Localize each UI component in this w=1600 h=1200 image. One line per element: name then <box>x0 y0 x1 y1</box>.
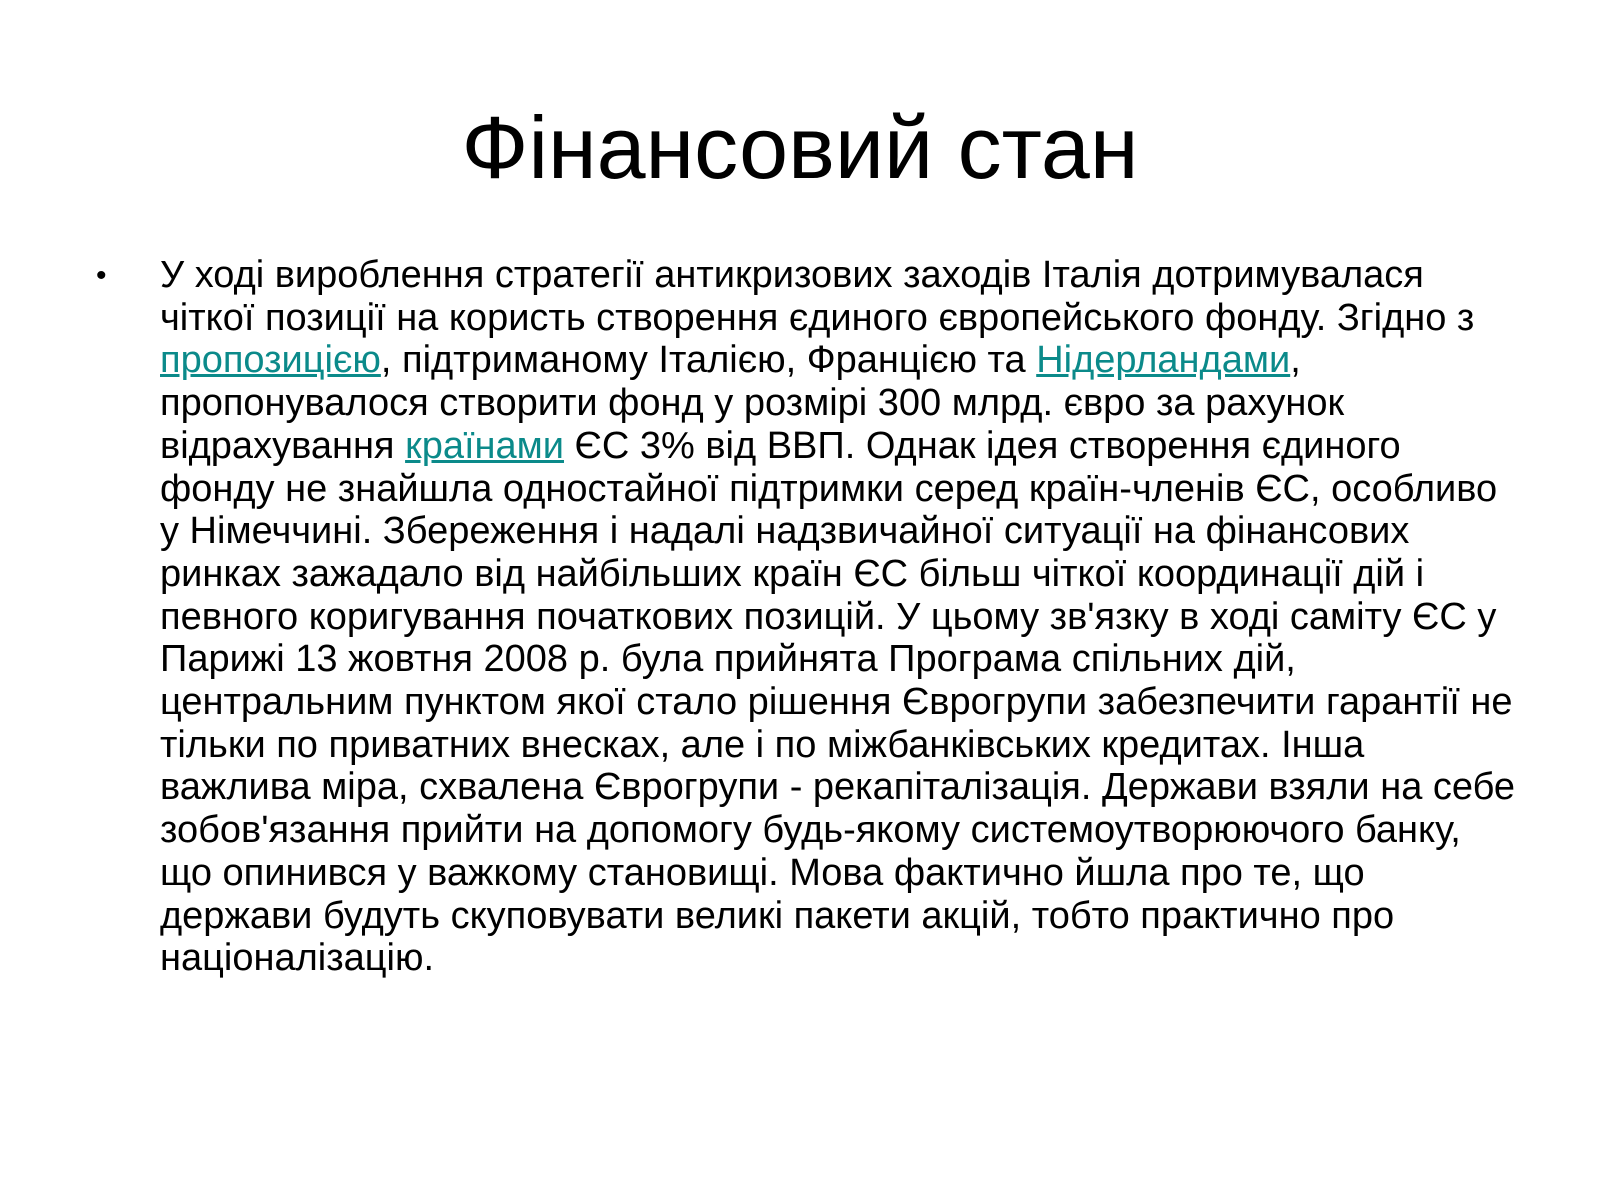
paragraph-text-5: ЄС 3% від ВВП. Однак ідея створення єдиного фонду не знайшла одностайної підтримки серед країн-членів ЄС, особливо у Німеччині. Збереження і надалі надзвичайної ситуації на фінансових ринках зажадало від найбільших країн ЄС більш чіткої координації дій і певного коригування початкових позицій. У цьому зв'язку в ході саміту ЄС у Парижі 13 жовтня 2008 р. була прийнята Програма спільних дій, центральним пунктом якої стало рішення Єврогрупи забезпечити гарантії не тільки по приватних внесках, але і по міжбанківських кредитах. Інша важлива міра, схвалена Єврогрупи - рекапіталізація. Держави взяли на себе зобов'язання прийти на допомогу будь-якому системоутворюючого банку, що опинився у важкому становищі. Мова фактично йшла про те, що держави будуть скуповувати великі пакети акцій, тобто практично про націоналізацію. <box>160 424 1516 980</box>
link-netherlands[interactable]: Нідерландами <box>1036 339 1291 382</box>
link-proposal[interactable]: пропозицією <box>160 339 381 382</box>
slide-title: Фінансовий стан <box>461 98 1139 197</box>
paragraph-text-2: , підтриманому Італією, Францією та <box>380 339 1037 382</box>
paragraph-text-1: У ході вироблення стратегії антикризових заходів Італія дотримувалася чіткої позиції на користь створення єдиного європейського фонду. Згідно з <box>160 254 1475 339</box>
bullet-paragraph <box>160 254 1516 980</box>
bullet-icon: • <box>96 259 107 292</box>
link-countries[interactable]: країнами <box>405 424 564 467</box>
paragraph-text-3: , пропонувалося створити фонд у розмірі 300 млрд. євро за рахунок <box>160 339 1345 425</box>
paragraph-text-4: відрахування <box>160 424 406 467</box>
